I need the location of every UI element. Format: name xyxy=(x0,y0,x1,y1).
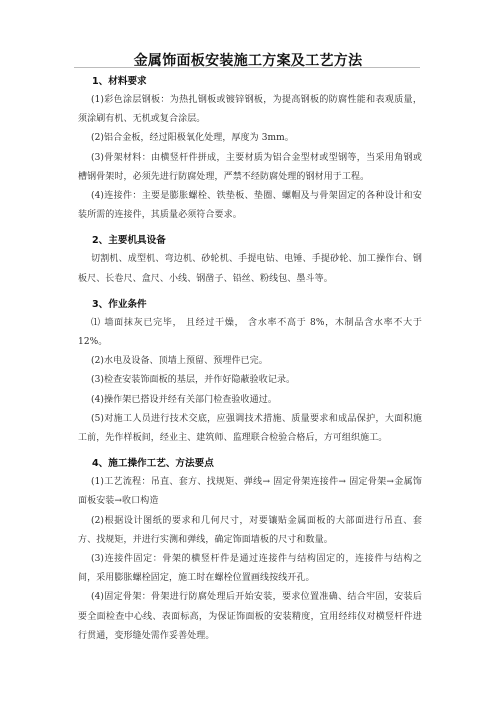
paragraph: (4)连接件：主要是膨胀螺栓、铁垫板、垫圈、螺帽及与骨架固定的各种设计和安装所需的连接件，其质量必须符合要求。 xyxy=(78,191,422,221)
section-heading: 1、材料要求 xyxy=(92,76,147,87)
section-main-equipment xyxy=(78,231,422,288)
paragraph: ⑴ 墙面抹灰已完毕， 且经过干燥， 含水率不高于 8%，木制品含水率不大于 12%。 xyxy=(78,317,422,348)
paragraph: (1)工艺流程：吊直、套方、找规矩、弹线→ 固定骨架连接件→ 固定骨架→金属饰面板安装→收口构造 xyxy=(78,477,422,507)
paragraph: (4)操作架已搭设并经有关部门检查验收通过。 xyxy=(91,394,277,405)
paragraph: (3)骨架材料：由横竖杆件拼成，主要材质为铝合金型材或型钢等，当采用角钢或槽钢骨架时，必须先进行防腐处理，严禁不经防腐处理的钢材用于工程。 xyxy=(78,152,422,182)
paragraph: (2)根据设计图纸的要求和几何尺寸，对要镶贴金属面板的大部面进行吊直、套方、找规矩，并进行实测和弹线，确定饰面墙板的尺寸和数量。 xyxy=(78,515,422,545)
paragraph: (4)固定骨架：骨架进行防腐处理后开始安装，要求位置准确、结合牢固，安装后要全面检查中心线、表面标高，为保证饰面板的安装精度，宜用经纬仪对横竖杆件进行贯通，变形缝处需作妥善处理。 xyxy=(78,592,422,641)
section-heading: 4、施工操作工艺、方法要点 xyxy=(92,458,214,470)
paragraph: 切割机、成型机、弯边机、砂轮机、手提电钻、电锤、手提砂轮、加工操作台、钢板尺、长卷尺、盒尺、小线、钢凿子、铅丝、粉线包、墨斗等。 xyxy=(78,254,422,284)
section-material-requirements xyxy=(78,72,422,225)
section-process-methods xyxy=(78,454,422,646)
section-heading: 2、主要机具设备 xyxy=(92,235,166,247)
section-work-conditions xyxy=(78,295,422,448)
paragraph: (5)对施工人员进行技术交底，应强调技术措施、质量要求和成品保护，大面积施工前，先作样板间，经业主、建筑师、监理联合检验合格后，方可组织施工。 xyxy=(78,413,422,444)
paragraph: (3)连接件固定：骨架的横竖杆件是通过连接件与结构固定的，连接件与结构之间，采用膨胀螺栓固定，施工时在螺栓位置画线按线开孔。 xyxy=(78,554,422,584)
paragraph: (3)检查安装饰面板的基层，并作好隐蔽验收记录。 xyxy=(91,375,296,386)
page-title: 金属饰面板安装施工方案及工艺方法 xyxy=(133,53,363,69)
document-body xyxy=(78,66,422,646)
paragraph: (2)铝合金板，经过阳极氧化处理，厚度为 3mm。 xyxy=(91,133,294,144)
paragraph: (1)彩色涂层钢板：为热扎钢板或镀锌钢板，为提高钢板的防腐性能和表观质量，须涂刷有机、无机或复合涂层。 xyxy=(78,95,422,125)
section-heading: 3、作业条件 xyxy=(92,298,147,310)
paragraph: (2)水电及设备、顶墙上预留、预埋件已完。 xyxy=(91,356,268,367)
